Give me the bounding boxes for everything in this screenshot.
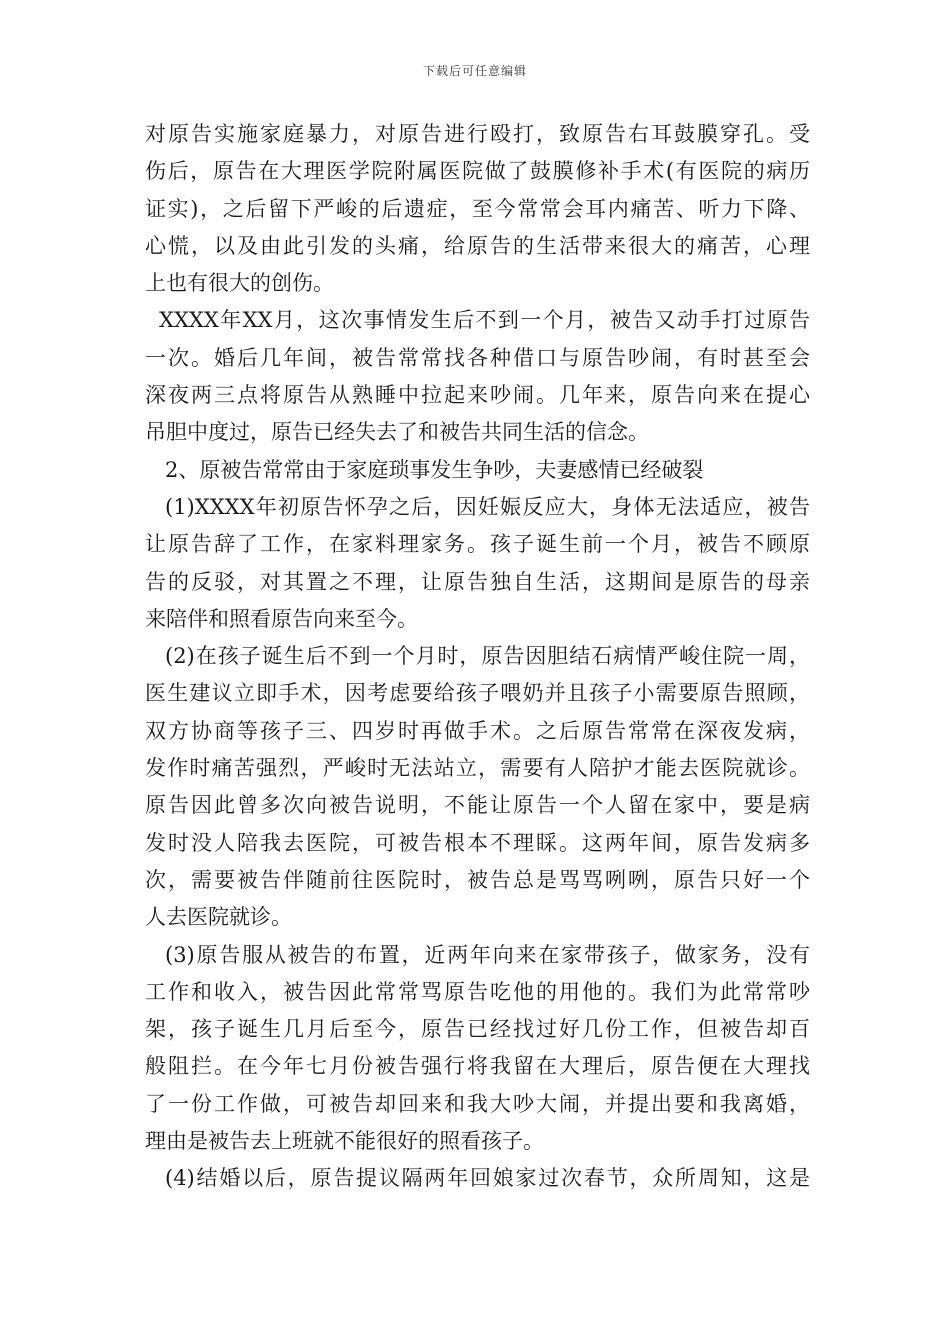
text-line: 般阻拦。在今年七月份被告强行将我留在大理后，原告便在大理找	[145, 1054, 810, 1079]
text-line: 医生建议立即手术，因考虑要给孩子喂奶并且孩子小需要原告照顾，	[145, 681, 810, 706]
text-line: 2、原被告常常由于家庭琐事发生争吵，夫妻感情已经破裂	[165, 457, 704, 482]
text-line: 双方协商等孩子三、四岁时再做手术。之后原告常常在深夜发病，	[145, 718, 810, 743]
text-line: (2)在孩子诞生后不到一个月时，原告因胆结石病情严峻住院一周，	[165, 644, 810, 669]
text-line: 深夜两三点将原告从熟睡中拉起来吵闹。几年来，原告向来在提心	[145, 383, 810, 408]
paragraph	[145, 302, 810, 451]
text-line: XXXX年XX月，这次事情发生后不到一个月，被告又动手打过原告	[159, 308, 810, 333]
text-line: 上也有很大的创伤。	[145, 271, 334, 296]
text-line: 让原告辞了工作，在家料理家务。孩子诞生前一个月，被告不顾原	[145, 532, 810, 557]
text-line: 证实)，之后留下严峻的后遗症，至今常常会耳内痛苦、听力下降、	[145, 196, 810, 221]
page-header: 下载后可任意编辑	[422, 64, 527, 78]
text-line: (4)结婚以后，原告提议隔两年回娘家过次春节，众所周知，这是	[165, 1166, 810, 1191]
text-line: (1)XXXX年初原告怀孕之后，因妊娠反应大，身体无法适应，被告	[165, 494, 810, 519]
paragraph	[145, 638, 810, 936]
paragraph	[145, 116, 810, 302]
text-line: 吊胆中度过，原告已经失去了和被告共同生活的信念。	[145, 420, 649, 445]
text-line: 人去医院就诊。	[145, 905, 292, 930]
text-line: 一次。婚后几年间，被告常常找各种借口与原告吵闹，有时甚至会	[145, 345, 810, 370]
text-line: 对原告实施家庭暴力，对原告进行殴打，致原告右耳鼓膜穿孔。受	[145, 122, 810, 146]
text-line: 理由是被告去上班就不能很好的照看孩子。	[145, 1129, 544, 1154]
text-line: (3)原告服从被告的布置，近两年向来在家带孩子，做家务，没有	[165, 942, 810, 967]
text-line: 了一份工作做，可被告却回来和我大吵大闹，并提出要和我离婚，	[145, 1091, 810, 1116]
text-line: 次，需要被告伴随前往医院时，被告总是骂骂咧咧，原告只好一个	[145, 867, 810, 892]
document-body	[145, 116, 810, 1198]
paragraph	[145, 937, 810, 1161]
paragraph	[145, 452, 810, 489]
text-line: 架，孩子诞生几月后至今，原告已经找过好几份工作，但被告却百	[145, 1017, 810, 1042]
text-line: 告的反驳，对其置之不理，让原告独自生活，这期间是原告的母亲	[145, 569, 810, 594]
text-line: 心慌，以及由此引发的头痛，给原告的生活带来很大的痛苦，心理	[145, 233, 810, 258]
text-line: 工作和收入，被告因此常常骂原告吃他的用他的。我们为此常常吵	[145, 979, 810, 1004]
text-line: 伤后，原告在大理医学院附属医院做了鼓膜修补手术(有医院的病历	[145, 159, 810, 184]
text-line: 来陪伴和照看原告向来至今。	[145, 606, 418, 631]
text-line: 发时没人陪我去医院，可被告根本不理睬。这两年间，原告发病多	[145, 830, 810, 855]
paragraph	[145, 1160, 810, 1197]
paragraph	[145, 489, 810, 638]
text-line: 发作时痛苦强烈，严峻时无法站立，需要有人陪护才能去医院就诊。	[145, 756, 810, 781]
text-line: 原告因此曾多次向被告说明，不能让原告一个人留在家中，要是病	[145, 793, 810, 818]
